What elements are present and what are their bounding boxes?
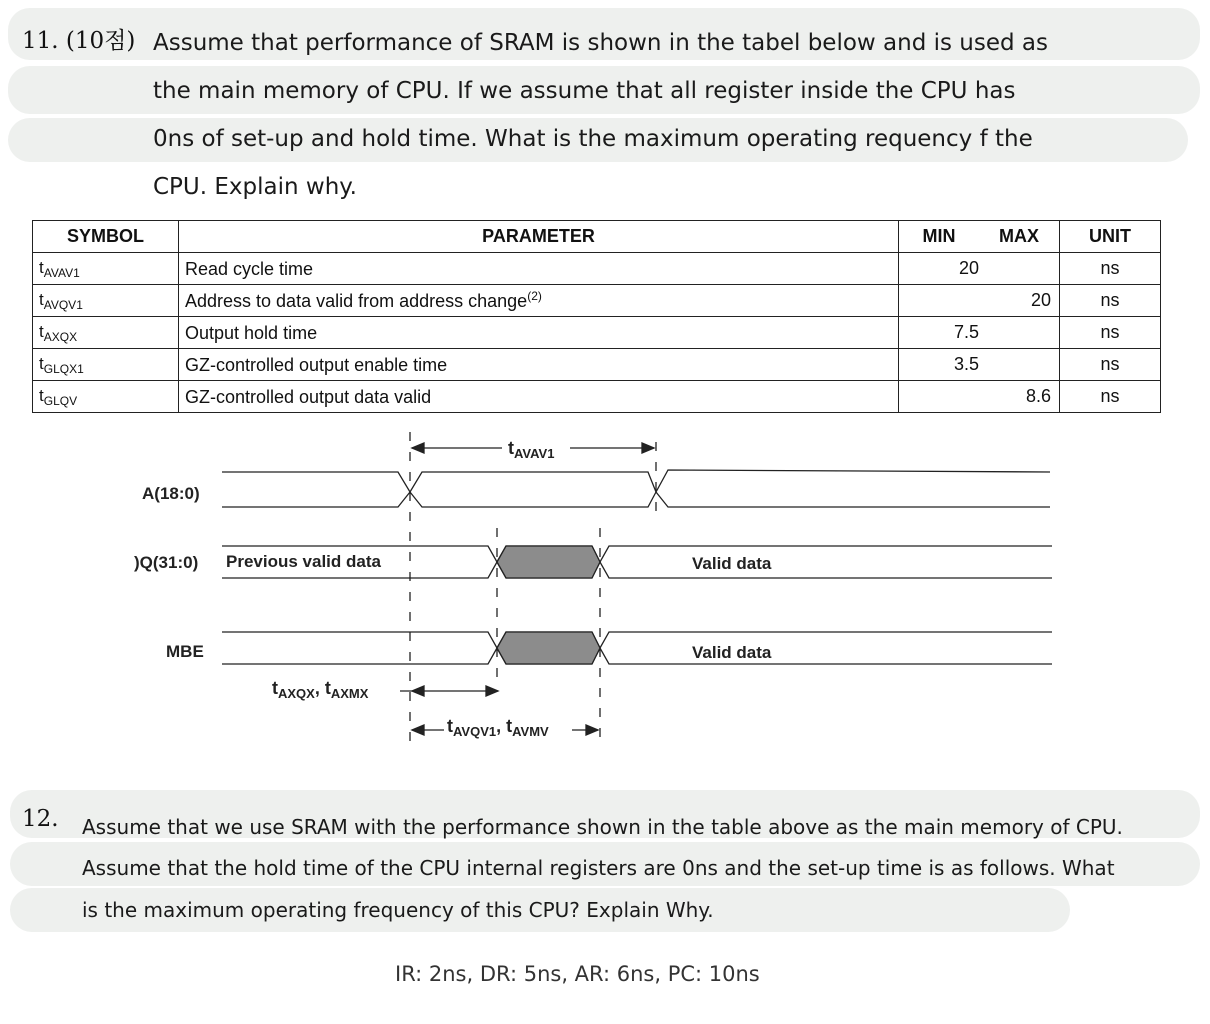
mbe-bus-top <box>222 632 1052 648</box>
dq-signal-label: )Q(31:0) <box>134 553 199 572</box>
unit-cell: ns <box>1060 285 1161 317</box>
question-11-line-2: the main memory of CPU. If we assume that all register inside the CPU has <box>153 78 1016 104</box>
question-11-number: 11. (10점) <box>22 28 136 54</box>
taxqx-label: $t_{AXQX}$, $t_{AXMX}$ <box>272 678 369 701</box>
cell-divider <box>1059 381 1060 412</box>
symbol-cell: $t_{GLQX1}$ <box>33 349 179 381</box>
min-max-cell <box>899 317 1060 349</box>
question-11-line-1: Assume that performance of SRAM is shown in the tabel below and is used as <box>153 30 1049 56</box>
question-12-number: 12. <box>22 806 59 832</box>
unit-cell: ns <box>1060 253 1161 285</box>
timing-diagram <box>0 420 1210 760</box>
min-max-cell <box>899 381 1060 413</box>
tavav1-arrowhead-left <box>412 443 424 453</box>
symbol-cell: $t_{GLQV}$ <box>33 381 179 413</box>
parameter-header: PARAMETER <box>179 221 899 253</box>
mbe-signal-label: MBE <box>166 642 204 661</box>
table-row <box>33 381 1161 413</box>
question-12-line-1: Assume that we use SRAM with the performance shown in the table above as the main memory of CPU. <box>82 815 1123 839</box>
symbol-cell: $t_{AVAV1}$ <box>33 253 179 285</box>
symbol-cell: $t_{AXQX}$ <box>33 317 179 349</box>
unit-cell: ns <box>1060 381 1161 413</box>
taxqx-arrowhead-left <box>412 686 424 696</box>
question-12-line-3: is the maximum operating frequency of this CPU? Explain Why. <box>82 898 714 922</box>
parameter-cell: Output hold time <box>179 317 899 349</box>
question-12-line-2: Assume that the hold time of the CPU internal registers are 0ns and the set-up time is as follows. What <box>82 856 1115 880</box>
min-value: 7.5 <box>953 322 979 342</box>
mbe-valid-data-label: Valid data <box>692 643 772 662</box>
table-header-row <box>33 221 1161 253</box>
previous-valid-label: Previous valid data <box>226 552 381 571</box>
unit-cell: ns <box>1060 349 1161 381</box>
a-bus-top <box>222 470 1050 492</box>
min-max-cell <box>899 253 1060 285</box>
max-header: MAX <box>999 226 1039 246</box>
question-11-line-3: 0ns of set-up and hold time. What is the maximum operating requency f the <box>153 126 1033 152</box>
dq-valid-data-label: Valid data <box>692 554 772 573</box>
max-value: 8.6 <box>1025 386 1051 406</box>
max-value: 20 <box>1030 290 1051 310</box>
table-row <box>33 349 1161 381</box>
a-signal-label: A(18:0) <box>142 484 200 503</box>
min-max-cell <box>899 285 1060 317</box>
tavqv-label: $t_{AVQV1}$, $t_{AVMV}$ <box>447 716 549 739</box>
question-11-line-4: CPU. Explain why. <box>153 174 357 200</box>
table-row <box>33 285 1161 317</box>
unit-cell: ns <box>1060 317 1161 349</box>
min-value: 20 <box>958 258 979 278</box>
symbol-cell: $t_{AVQV1}$ <box>33 285 179 317</box>
a-bus-bottom <box>222 492 1050 507</box>
tavav1-arrowhead-right <box>642 443 654 453</box>
table-row <box>33 317 1161 349</box>
parameter-cell: Address to data valid from address change$^{(2)}$ <box>179 285 899 317</box>
min-value: 3.5 <box>953 354 979 374</box>
dq-transition-fill <box>497 546 600 578</box>
parameter-cell: Read cycle time <box>179 253 899 285</box>
taxqx-arrowhead-right <box>486 686 498 696</box>
sram-parameter-table <box>32 220 1161 413</box>
tavqv-arrowhead-left <box>412 725 424 735</box>
table-row <box>33 253 1161 285</box>
tavqv-arrowhead-right <box>586 725 598 735</box>
min-max-cell <box>899 349 1060 381</box>
mbe-transition-fill <box>497 632 600 664</box>
mbe-bus-bottom <box>222 648 1052 664</box>
setup-times-line: IR: 2ns, DR: 5ns, AR: 6ns, PC: 10ns <box>395 962 760 986</box>
min-header: MIN <box>922 226 956 246</box>
parameter-cell: GZ-controlled output data valid <box>179 381 899 413</box>
cell-divider <box>1059 285 1060 316</box>
unit-header: UNIT <box>1060 221 1161 253</box>
min-max-header <box>899 221 1060 253</box>
tavav1-label: $t_{AVAV1}$ <box>508 438 555 461</box>
parameter-cell: GZ-controlled output enable time <box>179 349 899 381</box>
symbol-header: SYMBOL <box>33 221 179 253</box>
